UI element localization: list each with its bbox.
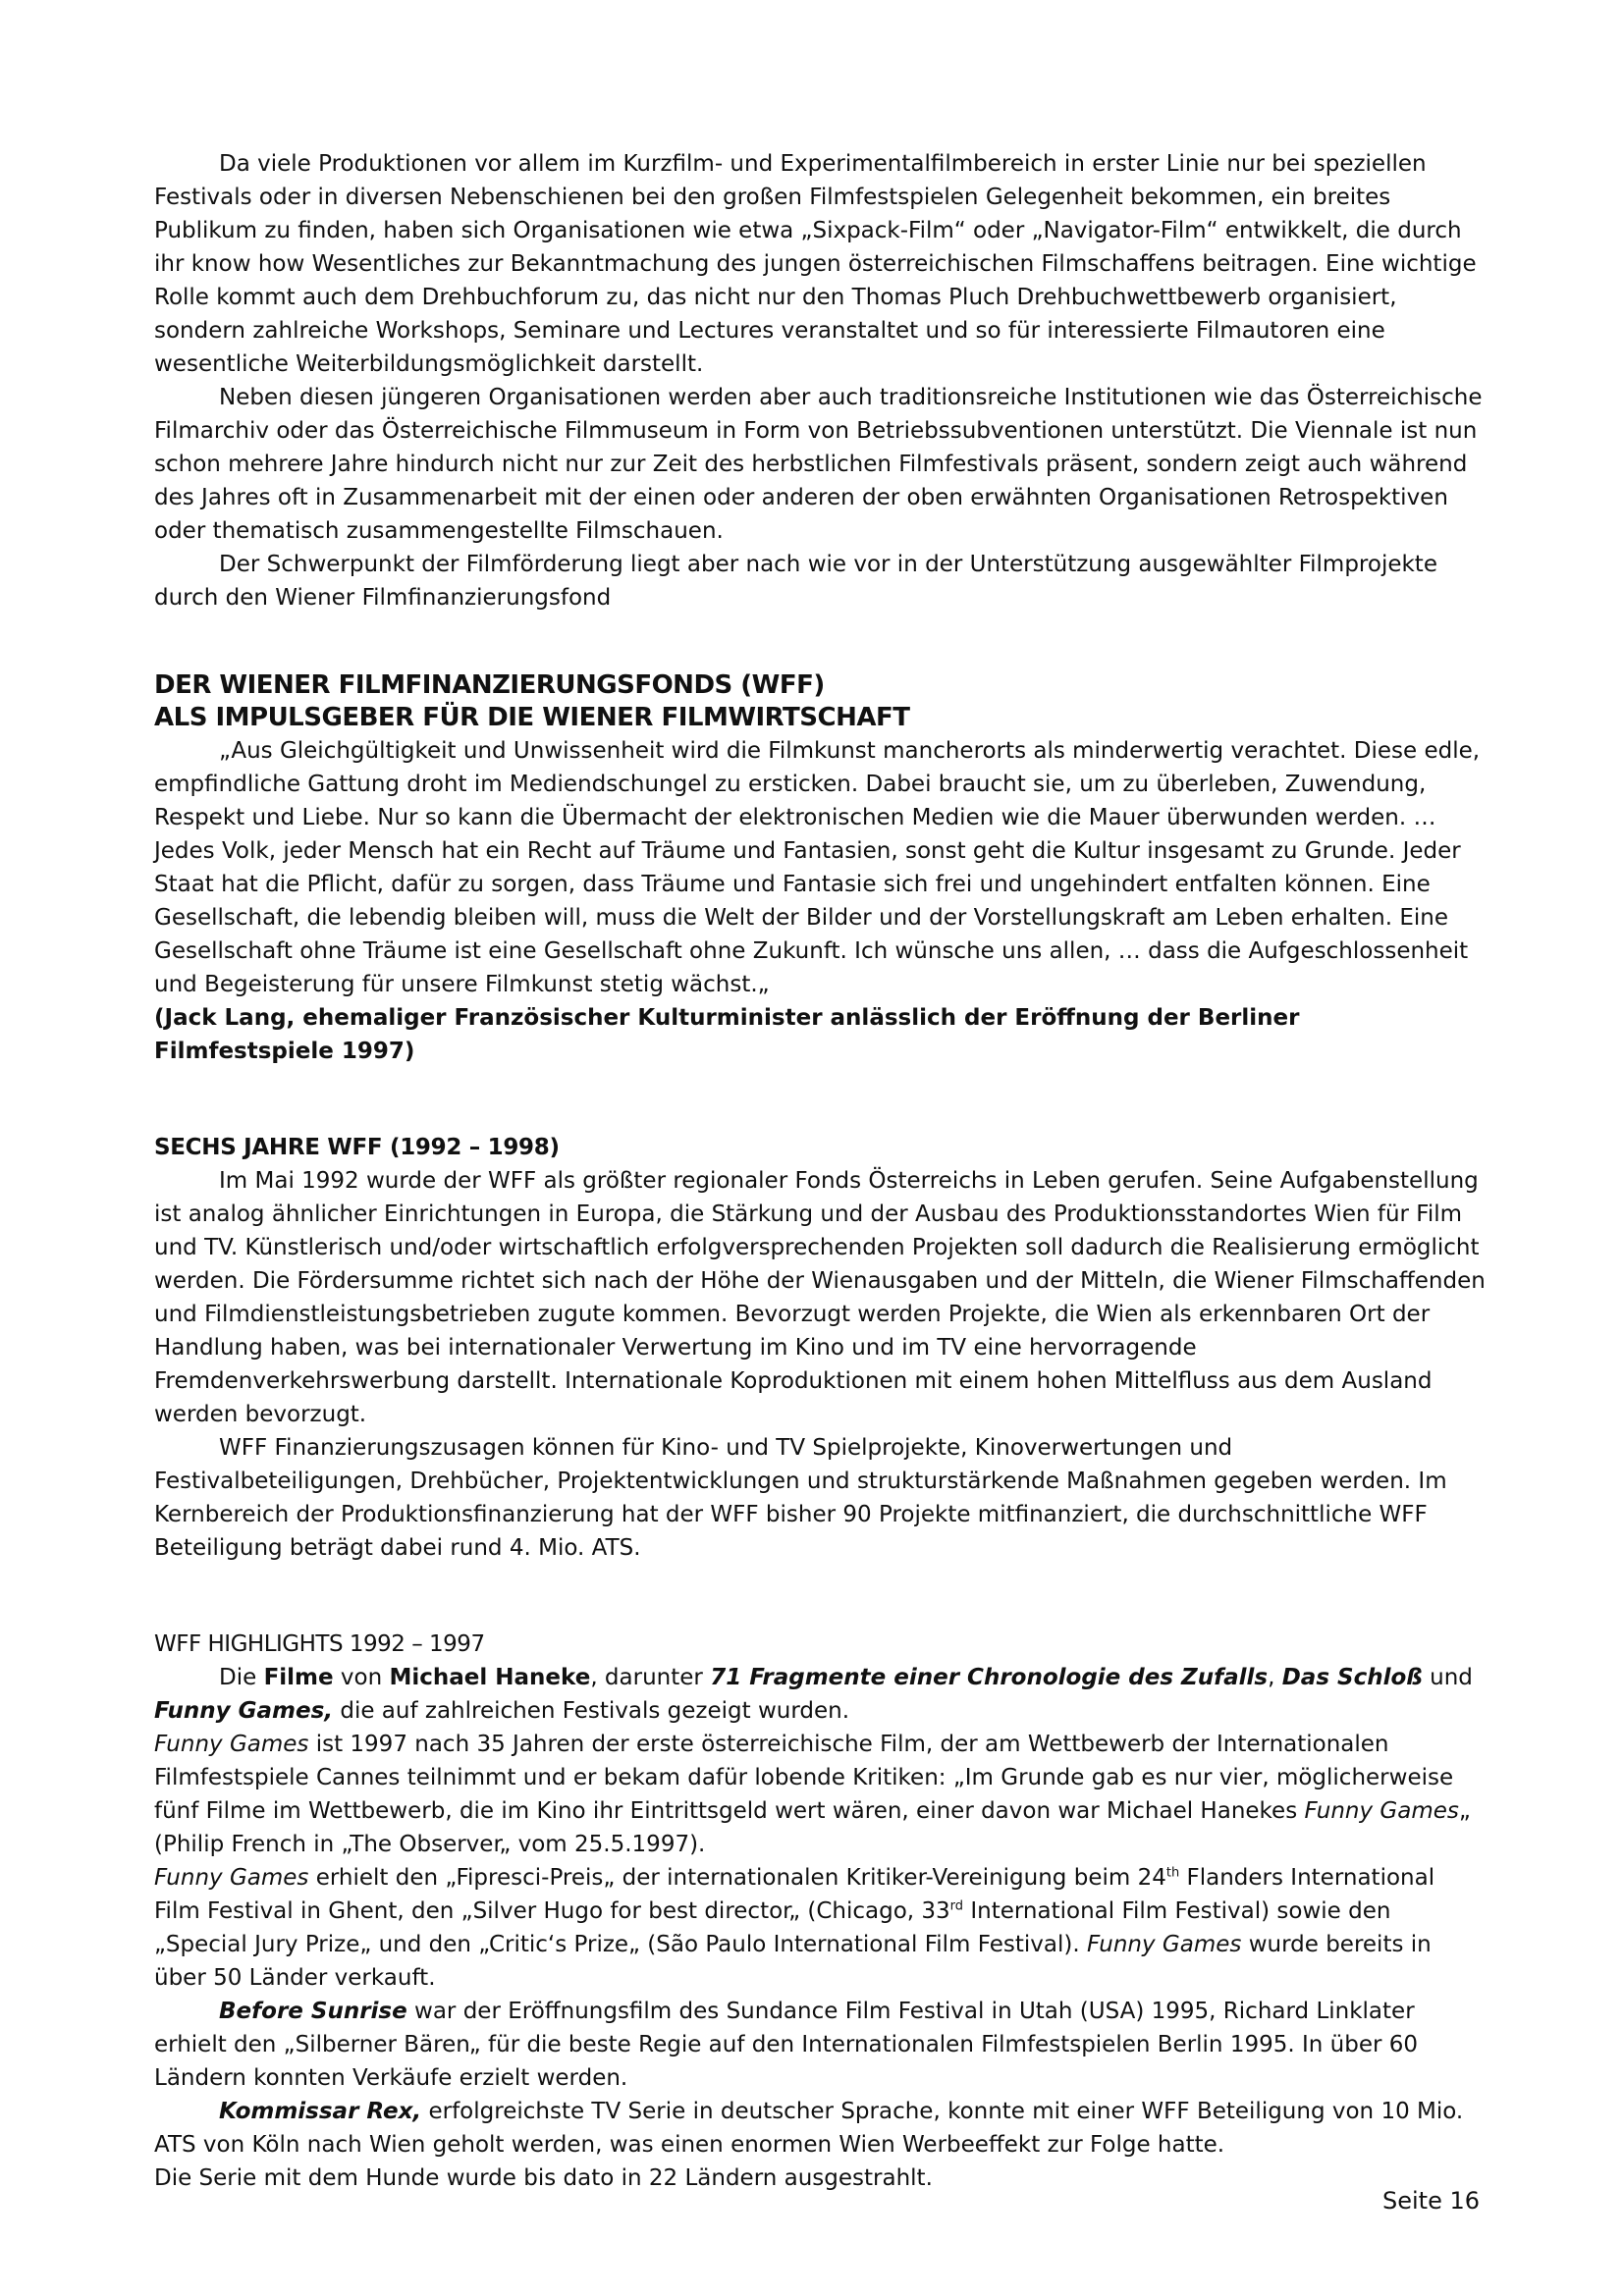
spacer xyxy=(154,1565,1486,1628)
spacer xyxy=(154,1068,1486,1131)
spacer xyxy=(154,614,1486,669)
intro-paragraph-1: Da viele Produktionen vor allem im Kurzfilm- und Experimentalfilmbereich in erster Linie nur bei speziellen Festivals oder in diversen Nebenschienen bei den großen Filmfestspielen Gelegenheit bekommen, ein breites Publikum zu finden, haben sich Organisationen wie etwa „Sixpack-Film“ oder „Navigator-Film“ entwikkelt, die durch ihr know how Wesentliches zur Bekanntmachung des jungen österreichischen Filmschaffens beitragen. Eine wichtige Rolle kommt auch dem Drehbuchforum zu, das nicht nur den Thomas Pluch Drehbuchwettbewerb organisiert, sondern zahlreiche Workshops, Seminare und Lectures veranstaltet und so für interessierte Filmautoren eine wesentliche Weiterbildungsmöglichkeit darstellt. xyxy=(154,151,1477,377)
sechs-paragraph-1: Im Mai 1992 wurde der WFF als größter regionaler Fonds Österreichs in Leben gerufen. Seine Aufgabenstellung ist analog ähnlicher Einrichtungen in Europa, die Stärkung und der Ausbau des Produktionsstandortes Wien für Film und TV. Künstlerisch und/oder wirtschaftlich erfolgversprechenden Projekten soll dadurch die Realisierung ermöglicht werden. Die Fördersumme richtet sich nach der Höhe der Wienausgaben und der Mitteln, die Wiener Filmschaffenden und Filmdienstleistungsbetrieben zugute kommen. Bevorzugt werden Projekte, die Wien als erkennbaren Ort der Handlung haben, was bei internationaler Verwertung im Kino und im TV eine hervorragende Fremdenverkehrswerbung darstellt. Internationale Koproduktionen mit einem hohen Mittelfluss aus dem Ausland werden bevorzugt. xyxy=(154,1168,1486,1427)
highlight-rex-countries: Die Serie mit dem Hunde wurde bis dato in 22 Ländern ausgestrahlt. xyxy=(154,2165,933,2191)
highlight-before-sunrise: Before Sunrise war der Eröffnungsfilm des Sundance Film Festival in Utah (USA) 1995, Richard Linklater erhielt den „Silberner Bären„ für die beste Regie auf den Internationalen Filmfestspielen Berlin 1995. In über 60 Ländern konnten Verkäufe erzielt werden. xyxy=(154,1999,1419,2091)
section-heading-highlights: WFF HIGHLIGHTS 1992 – 1997 xyxy=(154,1631,485,1657)
highlight-haneke: Die Filme von Michael Haneke, darunter 71 Fragmente einer Chronologie des Zufalls, Das Schloß und Funny Games, die auf zahlreichen Festivals gezeigt wurden. xyxy=(154,1665,1473,1724)
quote-attribution: (Jack Lang, ehemaliger Französischer Kulturminister anlässlich der Eröffnung der Berliner Filmfestspiele 1997) xyxy=(154,1005,1300,1064)
intro-paragraph-2: Neben diesen jüngeren Organisationen werden aber auch traditionsreiche Institutionen wie das Österreichische Filmarchiv oder das Österreichische Filmmuseum in Form von Betriebssubventionen unterstützt. Die Viennale ist nun schon mehrere Jahre hindurch nicht nur zur Zeit des herbstlichen Filmfestivals präsent, sondern zeigt auch während des Jahres oft in Zusammenarbeit mit der einen oder anderen der oben erwähnten Organisationen Retrospektiven oder thematisch zusammengestellte Filmschauen. xyxy=(154,385,1483,544)
jack-lang-quote: „Aus Gleichgültigkeit und Unwissenheit wird die Filmkunst mancherorts als minderwertig verachtet. Diese edle, empfindliche Gattung droht im Mediendschungel zu ersticken. Dabei braucht sie, um zu überleben, Zuwendung, Respekt und Liebe. Nur so kann die Übermacht der elektronischen Medien wie die Mauer überwunden werden. … Jedes Volk, jeder Mensch hat ein Recht auf Träume und Fantasien, sonst geht die Kultur insgesamt zu Grunde. Jeder Staat hat die Pflicht, dafür zu sorgen, dass Träume und Fantasie sich frei und ungehindert entfalten können. Eine Gesellschaft, die lebendig bleiben will, muss die Welt der Bilder und der Vorstellungskraft am Leben erhalten. Eine Gesellschaft ohne Träume ist eine Gesellschaft ohne Zukunft. Ich wünsche uns allen, … dass die Aufgeschlossenheit und Begeisterung für unsere Filmkunst stetig wächst.„ xyxy=(154,738,1481,997)
highlight-funny-games-cannes: Funny Games ist 1997 nach 35 Jahren der erste österreichische Film, der am Wettbewerb der Internationalen Filmfestspiele Cannes teilnimmt und er bekam dafür lobende Kritiken: „Im Grunde gab es nur vier, möglicherweise fünf Filme im Wettbewerb, die im Kino ihr Eintrittsgeld wert wären, einer davon war Michael Hanekes Funny Games„ (Philip French in „The Observer„ vom 25.5.1997). xyxy=(154,1732,1471,1857)
highlight-funny-games-awards: Funny Games erhielt den „Fipresci-Preis„ der internationalen Kritiker-Vereinigung beim 24th Flanders International Film Festival in Ghent, den „Silver Hugo for best director„ (Chicago, 33rd International Film Festival) sowie den „Special Jury Prize„ und den „Critic‘s Prize„ (São Paulo International Film Festival). Funny Games wurde bereits in über 50 Länder verkauft. xyxy=(154,1865,1435,1991)
section-heading-wff-line-2: ALS IMPULSGEBER FÜR DIE WIENER FILMWIRTSCHAFT xyxy=(154,703,910,732)
document-body xyxy=(154,147,1486,2195)
highlight-kommissar-rex: Kommissar Rex, erfolgreichste TV Serie in deutscher Sprache, konnte mit einer WFF Beteiligung von 10 Mio. ATS von Köln nach Wien geholt werden, was einen enormen Wien Werbeeffekt zur Folge hatte. xyxy=(154,2099,1464,2158)
section-heading-sechs-jahre: SECHS JAHRE WFF (1992 – 1998) xyxy=(154,1135,560,1160)
page-number: Seite 16 xyxy=(1381,2187,1480,2215)
section-heading-wff-line-1: DER WIENER FILMFINANZIERUNGSFONDS (WFF) xyxy=(154,670,825,700)
sechs-paragraph-2: WFF Finanzierungszusagen können für Kino- und TV Spielprojekte, Kinoverwertungen und Festivalbeteiligungen, Drehbücher, Projektentwicklungen und strukturstärkende Maßnahmen gegeben werden. Im Kernbereich der Produktionsfinanzierung hat der WFF bisher 90 Projekte mitfinanziert, die durchschnittliche WFF Beteiligung beträgt dabei rund 4. Mio. ATS. xyxy=(154,1435,1447,1561)
intro-paragraph-3: Der Schwerpunkt der Filmförderung liegt aber nach wie vor in der Unterstützung ausgewählter Filmprojekte durch den Wiener Filmfinanzierungsfond xyxy=(154,552,1437,611)
